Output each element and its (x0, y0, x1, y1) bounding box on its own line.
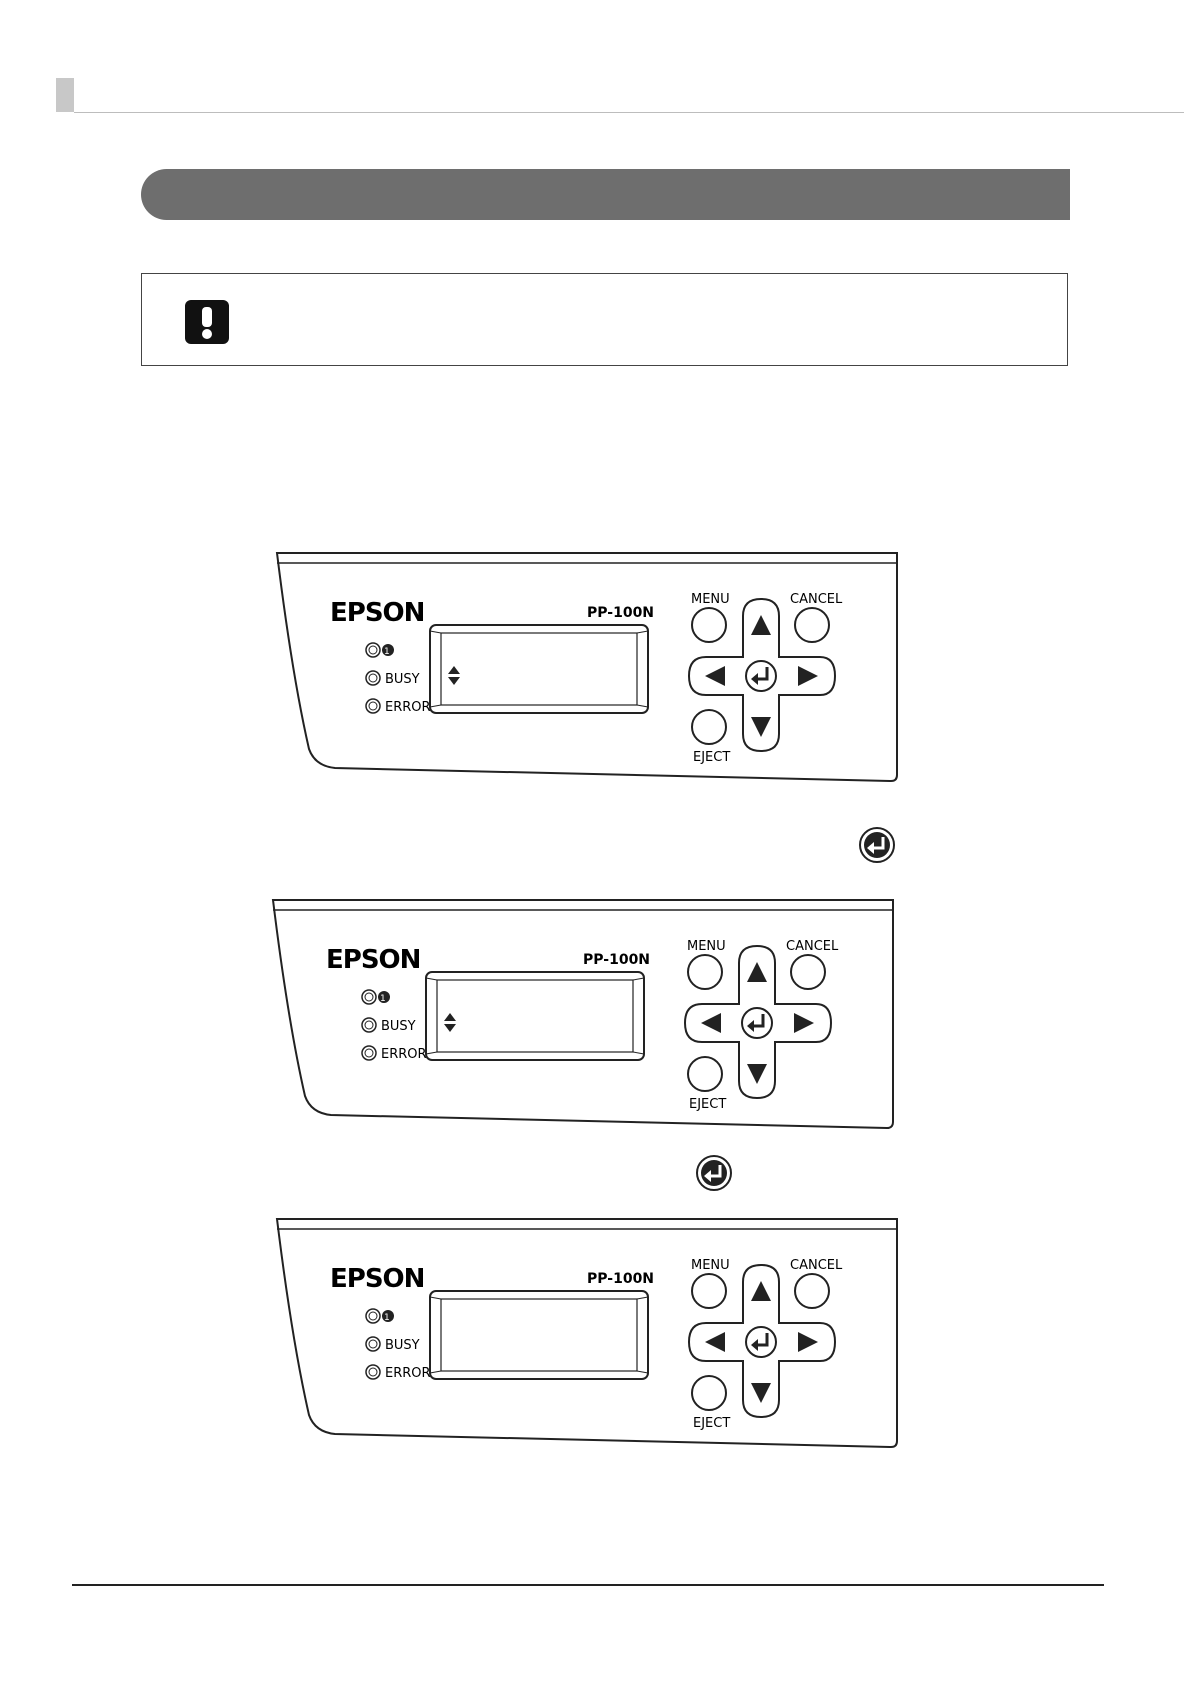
right-arrow-icon (798, 1332, 818, 1352)
up-arrow-icon (751, 1281, 771, 1301)
svg-text:MENU: MENU (691, 592, 730, 607)
cancel-button[interactable] (795, 608, 829, 642)
power-indicator (362, 990, 390, 1004)
down-arrow-icon (747, 1064, 767, 1084)
menu-button[interactable] (688, 955, 722, 989)
up-arrow-icon (751, 615, 771, 635)
down-arrow-icon (751, 717, 771, 737)
control-panel-3 (275, 1215, 900, 1455)
header-rule (74, 112, 1184, 113)
svg-text:ERROR: ERROR (385, 1366, 431, 1381)
enter-button-icon (857, 825, 897, 865)
power-indicator (366, 1309, 394, 1323)
left-arrow-icon (701, 1013, 721, 1033)
scroll-arrows-icon (448, 666, 460, 685)
svg-text:1: 1 (384, 1313, 390, 1323)
svg-text:BUSY: BUSY (385, 1338, 420, 1353)
svg-text:ERROR: ERROR (385, 700, 431, 715)
svg-text:BUSY: BUSY (381, 1019, 416, 1034)
enter-button-icon (694, 1153, 734, 1193)
error-indicator (362, 1046, 427, 1062)
brand-logo: EPSON (326, 945, 421, 975)
svg-text:MENU: MENU (691, 1258, 730, 1273)
busy-indicator (366, 671, 420, 687)
svg-text:EJECT: EJECT (689, 1097, 727, 1112)
brand-logo: EPSON (330, 598, 425, 628)
eject-button[interactable] (692, 1376, 726, 1410)
control-panel-1 (275, 549, 900, 789)
footer-rule (72, 1584, 1104, 1586)
svg-text:ERROR: ERROR (381, 1047, 427, 1062)
dpad[interactable] (689, 1265, 835, 1417)
error-indicator (366, 1365, 431, 1381)
svg-text:CANCEL: CANCEL (790, 592, 843, 607)
power-indicator (366, 643, 394, 657)
svg-text:EJECT: EJECT (693, 1416, 731, 1431)
svg-text:1: 1 (380, 994, 386, 1004)
scroll-arrows-icon (444, 1013, 456, 1032)
error-indicator (366, 699, 431, 715)
dpad[interactable] (689, 599, 835, 751)
right-arrow-icon (794, 1013, 814, 1033)
cancel-button[interactable] (791, 955, 825, 989)
busy-indicator (362, 1018, 416, 1034)
menu-button[interactable] (692, 1274, 726, 1308)
svg-text:CANCEL: CANCEL (790, 1258, 843, 1273)
enter-button[interactable] (746, 1327, 776, 1357)
svg-text:CANCEL: CANCEL (786, 939, 839, 954)
busy-indicator (366, 1337, 420, 1353)
exclamation-icon (184, 299, 230, 345)
model-label: PP-100N (587, 1271, 655, 1287)
section-heading-bar (141, 169, 1070, 220)
svg-text:BUSY: BUSY (385, 672, 420, 687)
lcd-display (430, 1291, 648, 1379)
right-arrow-icon (798, 666, 818, 686)
menu-button[interactable] (692, 608, 726, 642)
control-panel-2 (271, 896, 896, 1136)
left-arrow-icon (705, 666, 725, 686)
svg-text:1: 1 (384, 647, 390, 657)
model-label: PP-100N (587, 605, 655, 621)
svg-text:MENU: MENU (687, 939, 726, 954)
cancel-button[interactable] (795, 1274, 829, 1308)
up-arrow-icon (747, 962, 767, 982)
enter-button[interactable] (746, 661, 776, 691)
important-note-box (141, 273, 1068, 366)
page-tab-marker (56, 78, 74, 112)
lcd-display (426, 972, 644, 1060)
left-arrow-icon (705, 1332, 725, 1352)
eject-button[interactable] (688, 1057, 722, 1091)
down-arrow-icon (751, 1383, 771, 1403)
brand-logo: EPSON (330, 1264, 425, 1294)
lcd-display (430, 625, 648, 713)
model-label: PP-100N (583, 952, 651, 968)
svg-text:EJECT: EJECT (693, 750, 731, 765)
enter-button[interactable] (742, 1008, 772, 1038)
dpad[interactable] (685, 946, 831, 1098)
eject-button[interactable] (692, 710, 726, 744)
